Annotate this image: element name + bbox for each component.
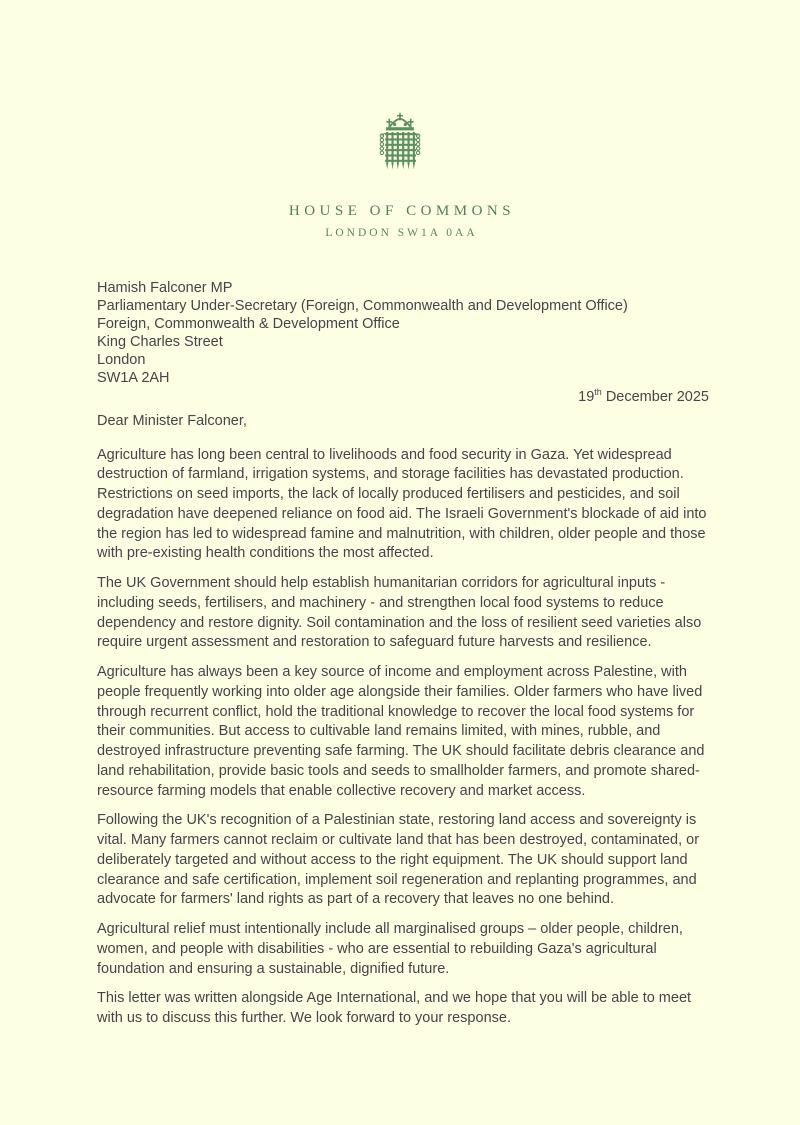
salutation: Dear Minister Falconer, (97, 413, 247, 429)
recipient-title: Parliamentary Under-Secretary (Foreign, Commonwealth and Development Office) (97, 298, 628, 314)
organisation-name: HOUSE OF COMMONS (288, 203, 516, 219)
recipient-street: King Charles Street (97, 334, 223, 350)
date-day: 19 (578, 389, 595, 405)
recipient-city: London (97, 352, 146, 368)
date-month-year: December 2025 (601, 389, 709, 405)
recipient-department: Foreign, Commonwealth & Development Office (97, 316, 400, 332)
body-paragraph-3: Agriculture has always been a key source of income and employment across Palestine, with people frequently working into older age alongside their families. Older farmers who have lived through recurrent conflict, hold the traditional knowledge to recover the local food systems for their communities. But access to cultivable land remains limited, with mines, rubble, and destroyed infrastructure preventing safe farming. The UK should facilitate debris clearance and land rehabilitation, provide basic tools and seeds to smallholder farmers, and promote shared-resource farming models that enable collective recovery and market access. (97, 664, 705, 799)
body-paragraph-1: Agriculture has long been central to livelihoods and food security in Gaza. Yet widespread destruction of farmland, irrigation systems, and storage facilities has devastated production. Restrictions on seed imports, the lack of locally produced fertilisers and pesticides, and soil degradation have deepened reliance on food aid. The Israeli Government's blockade of aid into the region has led to widespread famine and malnutrition, with children, older people and those with pre-existing health conditions the most affected. (97, 446, 707, 562)
body-paragraph-6: This letter was written alongside Age International, and we hope that you will be able to meet with us to discuss this further. We look forward to your response. (97, 990, 692, 1026)
body-paragraph-2: The UK Government should help establish humanitarian corridors for agricultural inputs - including seeds, fertilisers, and machinery - and strengthen local food systems to reduce dependency and restore dignity. Soil contamination and the loss of resilient seed varieties also require urgent assessment and restoration to safeguard future harvests and resilience. (97, 575, 702, 651)
letterhead (0, 0, 800, 239)
body-paragraph-4: Following the UK's recognition of a Palestinian state, restoring land access and sovereignty is vital. Many farmers cannot reclaim or cultivate land that has been destroyed, contaminated, or deliberately targeted and without access to the right equipment. The UK should support land clearance and safe certification, implement soil regeneration and replanting programmes, and advocate for farmers' land rights as part of a recovery that leaves no one behind. (97, 812, 700, 908)
organisation-location: LONDON SW1A 0AA (325, 227, 478, 239)
recipient-postcode: SW1A 2AH (97, 370, 170, 386)
date-ordinal-suffix: th (594, 387, 602, 398)
letter-date (97, 388, 709, 407)
letter-content (97, 279, 709, 1029)
recipient-address-block (97, 279, 709, 387)
portcullis-crest-icon (368, 110, 432, 186)
recipient-name: Hamish Falconer MP (97, 280, 233, 296)
body-paragraph-5: Agricultural relief must intentionally include all marginalised groups – older people, children, women, and people with disabilities - who are essential to rebuilding Gaza's agricultural foundation and ensuring a sustainable, dignified future. (97, 921, 683, 977)
